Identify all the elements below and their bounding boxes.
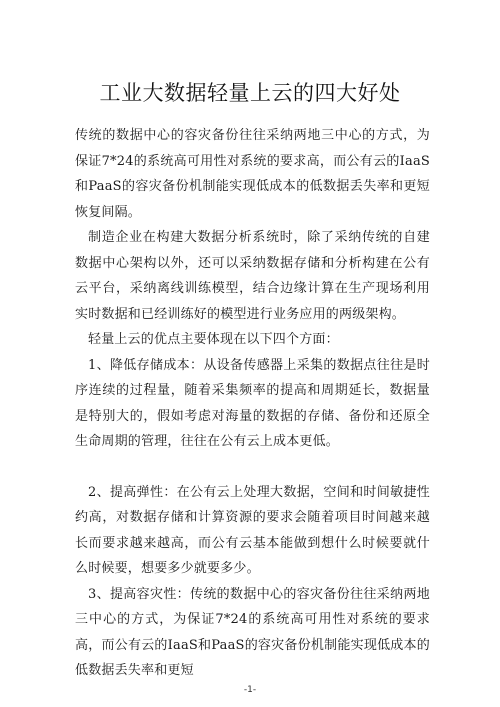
paragraph-gap xyxy=(75,455,430,480)
paragraph-intro: 传统的数据中心的容灾备份往往采纳两地三中心的方式，为保证7*24的系统高可用性对系统的要求高，而公有云的IaaS和PaaS的容灾备份机制能实现低成本的低数据丢失率和更短恢复间隔。 xyxy=(75,128,430,220)
page-number: -1- xyxy=(243,685,257,695)
document-body xyxy=(75,123,430,684)
paragraph-architecture: 制造企业在构建大数据分析系统时，除了采纳传统的自建数据中心架构以外，还可以采纳数据存储和分析构建在公有云平台，采纳离线训练模型，结合边缘计算在生产现场利用实时数据和已经训练好的模型进行业务应用的两级架构。 xyxy=(75,230,430,322)
paragraph-point-2: 2、提高弹性：在公有云上处理大数据，空间和时间敏捷性约高，对数据存储和计算资源的要求会随着项目时间越来越长而要求越来越高，而公有云基本能做到想什么时候要就什么时候要，想要多少就要多少。 xyxy=(75,484,430,576)
paragraph-point-3: 3、提高容灾性：传统的数据中心的容灾备份往往采纳两地三中心的方式，为保证7*24的系统高可用性对系统的要求高，而公有云的IaaS和PaaS的容灾备份机制能实现低成本的低数据丢失率和更短 xyxy=(75,586,430,678)
paragraph-advantages-lead: 轻量上云的优点主要体现在以下四个方面： xyxy=(88,332,339,347)
document-title: 工业大数据轻量上云的四大好处 xyxy=(99,81,401,105)
paragraph-point-1: 1、降低存储成本：从设备传感器上采集的数据点往往是时序连续的过程量，随着采集频率的提高和周期延长，数据量是特别大的，假如考虑对海量的数据的存储、备份和还原全生命周期的管理，往往在公有云上成本更低。 xyxy=(75,357,430,449)
